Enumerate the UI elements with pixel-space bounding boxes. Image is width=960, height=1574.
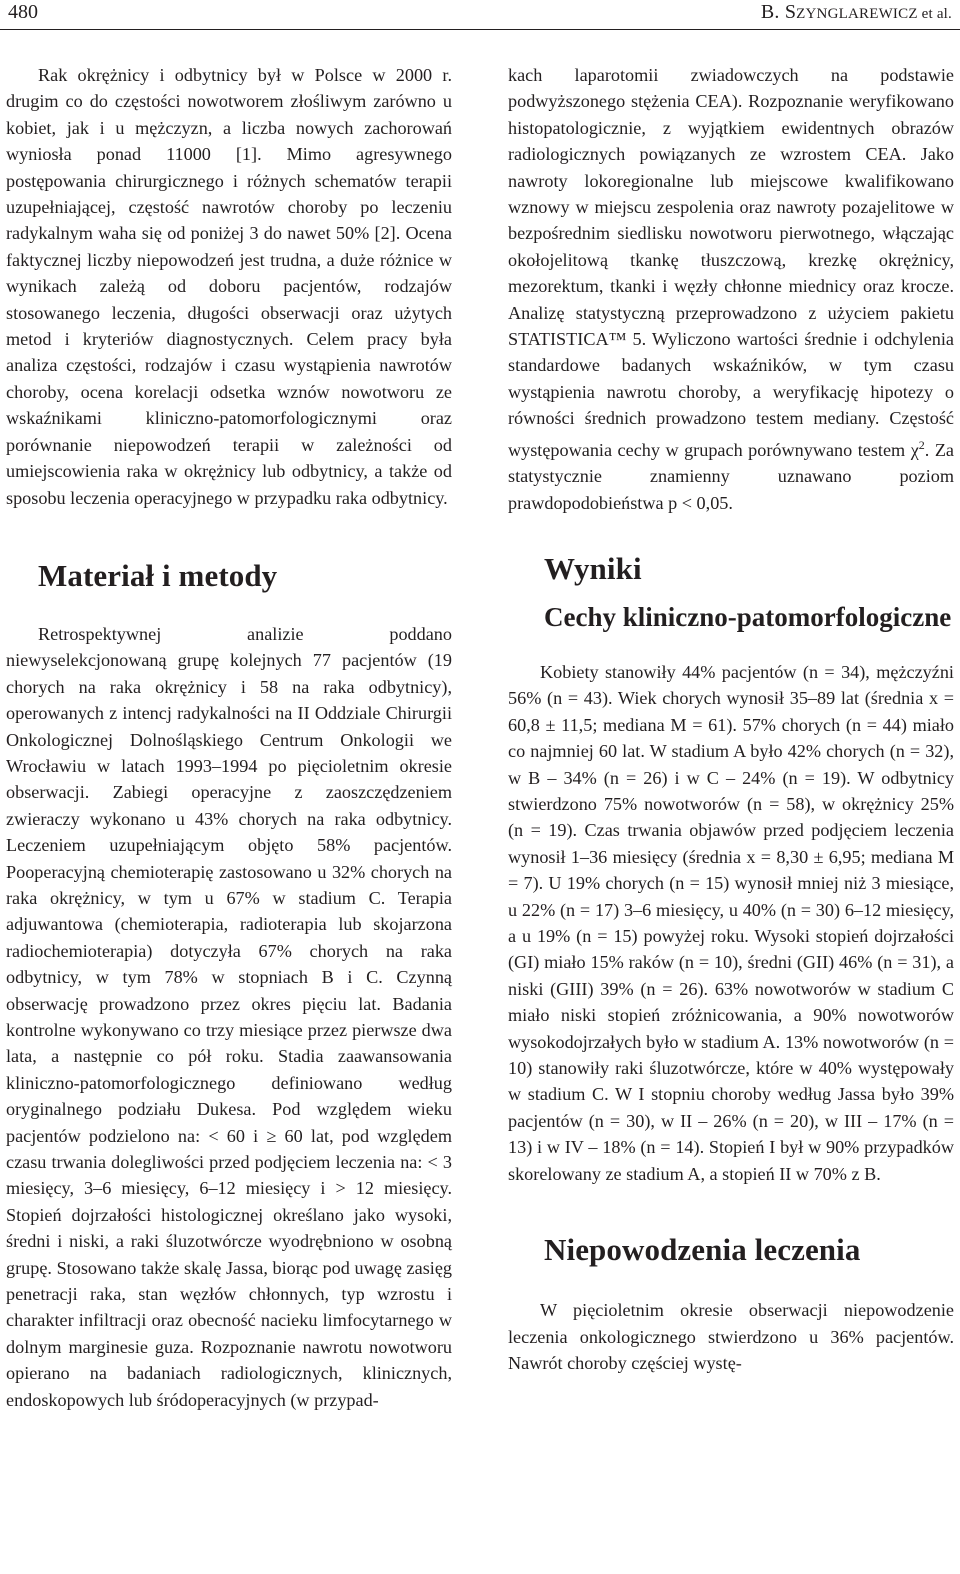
right-column bbox=[508, 62, 954, 1376]
left-column bbox=[6, 62, 452, 1413]
intro-paragraph: Rak okrężnicy i odbytnicy był w Polsce w 2000 r. drugim co do częstości nowotworem złośliwym zarówno u kobiet, jak i u mężczyzn, a liczba nowych zachorowań wyniosła ponad 11000 [1]. Mimo agresywnego postępowania chirurgicznego i różnych schematów terapii uzupełniającej, częstość nawrotów choroby po leczeniu radykalnym waha się od poniżej 3 do nawet 50% [2]. Ocena faktycznej liczby niepowodzeń jest trudna, a duże różnice w wynikach zależą od doboru pacjentów, rodzajów stosowanego leczenia, długości obserwacji oraz użytych metod i kryteriów diagnostycznych. Celem pracy była analiza częstości, rodzajów i czasu wystąpienia nawrotów choroby, ocena korelacji odsetka wznów nowotworu ze wskaźnikami kliniczno-patomorfologicznymi oraz porównanie niepowodzeń terapii w zależności od umiejscowienia raka w okrężnicy lub odbytnicy, a także od sposobu leczenia operacyjnego w przypadku raka odbytnicy. bbox=[6, 65, 452, 508]
methods-continuation-paragraph bbox=[508, 62, 954, 516]
features-subheading: Cechy kliniczno-patomorfologiczne bbox=[544, 601, 952, 632]
running-author bbox=[761, 0, 952, 26]
methods-paragraph: Retrospektywnej analizie poddano niewyselekcjonowaną grupę kolejnych 77 pacjentów (19 chorych na raka okrężnicy i 58 na raka odbytnicy), operowanych z intencj radykalności na II Oddziale Chirurgii Onkologicznej Dolnośląskiego Centrum Onkologii we Wrocławiu w latach 1993–1994 po pięcioletnim okresie obserwacji. Zabiegi operacyjne z zaoszczędzeniem zwieraczy wykonano u 43% chorych na raka odbytnicy. Leczeniem uzupełniającym objęto 58% pacjentów. Pooperacyjną chemioterapię zastosowano u 32% chorych na raka okrężnicy, w tym u 67% w stadium C. Terapia adjuwantowa (chemioterapia, radioterapia lub skojarzona radiochemioterapia) dotyczyła 67% chorych na raka odbytnicy, w tym 78% w stopniach B i C. Czynną obserwację prowadzono przez okres pięciu lat. Badania kontrolne wykonywano co trzy miesiące przez pierwsze dwa lata, a następnie co pół roku. Stadia zaawansowania kliniczno-patomorfologicznego definiowano według oryginalnego podziału Dukesa. Pod względem wieku pacjentów podzielono na: < 60 i ≥ 60 lat, pod względem czasu trwania dolegliwości przed podjęciem leczenia na: < 3 miesięcy, 3–6 miesięcy, 6–12 miesięcy i > 12 miesięcy. Stopień dojrzałości histologicznej określano jako wysoki, średni i niski, a raki śluzotwórcze wyodrębniono w osobną grupę. Stosowano także skalę Jassa, biorąc pod uwagę zasięg penetracji raka, stan węzłów chłonnych, typ wzrostu i charakter infiltracji oraz obecność nacieku limfocytarnego w dolnym marginesie guza. Rozpoznanie nawrotu nowotworu opierano na badaniach radiologicznych, klinicznych, endoskopowych lub śródoperacyjnych (w przypad- bbox=[6, 623, 452, 1410]
results-paragraph: Kobiety stanowiły 44% pacjentów (n = 34), mężczyźni 56% (n = 43). Wiek chorych wynosił 35–89 lat (średnia x = 60,8 ± 11,5; mediana M = 61). 57% chorych (n = 44) miało co najmniej 60 lat. W stadium A było 42% chorych (n = 32), w B – 34% (n = 26) i w C – 24% (n = 19). W odbytnicy stwierdzono 75% nowotworów (n = 58), w okrężnicy 25% (n = 19). Czas trwania objawów przed podjęciem leczenia wynosił 1–36 miesięcy (średnia x = 8,30 ± 6,95; mediana M = 7). U 19% chorych (n = 15) wynosił mniej niż 3 miesiące, u 22% (n = 17) 3–6 miesięcy, u 40% (n = 30) 6–12 miesięcy, a u 19% (n = 15) powyżej roku. Wysoki stopień dojrzałości (GI) miało 15% raków (n = 10), średni (GII) 46% (n = 31), a niski (GIII) 39% (n = 26). 63% nowotworów w stadium C miało niski stopień zróżnicowania, a 90% nowotworów wysokodojrzałych było w stadium A. 13% nowotworów (n = 10) stanowiły raki śluzotwórcze, które w 40% występowały w stadium C. W I stopniu choroby według Jassa było 39% pacjentów (n = 30), w II – 26% (n = 20), w III – 17% (n = 13) i w IV – 18% (n = 14). Stopień I był w 90% przypadków skorelowany ze stadium A, a stopień II w 70% z B. bbox=[508, 661, 954, 1184]
chi-square-superscript: 2 bbox=[918, 437, 925, 452]
failures-paragraph: W pięcioletnim okresie obserwacji niepowodzenie leczenia onkologicznego stwierdzono u 36% pacjentów. Nawrót choroby częściej wystę- bbox=[508, 1300, 954, 1373]
page-number: 480 bbox=[8, 1, 38, 23]
author-initial: B. S bbox=[760, 1, 797, 23]
methods-heading: Materiał i metody bbox=[38, 557, 278, 593]
running-header bbox=[0, 0, 960, 28]
methods-continuation-text: kach laparotomii zwiadowczych na podstawie podwyższonego stężenia CEA). Rozpoznanie weryfikowano histopatologicznie, z wyjątkiem ewidentnych obrazów radiologicznych powiązanych ze wzrostem CEA. Jako nawroty lokoregionalne lub miejscowe kwalifikowano wznowy w miejscu zespolenia oraz nawroty pozajelitowe w bezpośrednim siedlisku nowotworu pierwotnego, włączając okołojelitową tkankę tłuszczową, krezkę okrężnicy, mezorektum, tkanki i węzły chłonne miednicy oraz krocze. Analizę statystyczną przeprowadzono z użyciem pakietu STATISTICA™ 5. Wyliczono wartości średnie i odchylenia standardowe badanych wskaźników, w tym czasu wystąpienia nawrotu choroby, a weryfikację hipotezy o równości średnich prowadzono testem mediany. Częstość występowania cechy w grupach porównywano testem χ bbox=[508, 65, 954, 460]
author-name-smallcaps: ZYNGLAREWICZ et al. bbox=[796, 6, 952, 22]
methods-continuation-end: . Za statystycznie znamienny uznawano poziom prawdopodobieństwa p < 0,05. bbox=[508, 439, 954, 513]
results-heading: Wyniki bbox=[544, 550, 642, 586]
failures-heading: Niepowodzenia leczenia bbox=[544, 1232, 861, 1268]
header-rule bbox=[0, 29, 960, 30]
